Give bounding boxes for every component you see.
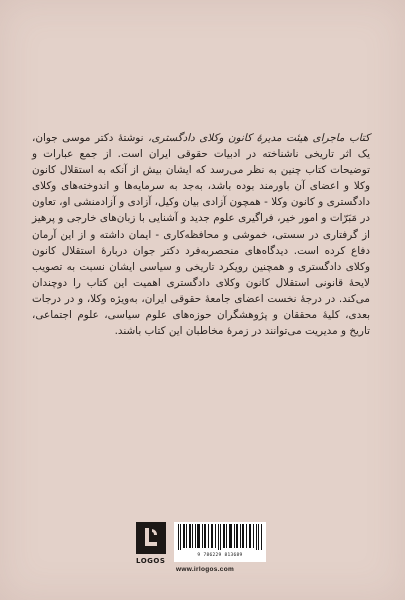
isbn-barcode	[174, 522, 266, 562]
back-cover-blurb	[32, 130, 370, 339]
publisher-website: www.irlogos.com	[176, 566, 235, 573]
publisher-logo-icon	[136, 522, 166, 554]
blurb-book-title: کتاب ماجرای هیئت مدیرهٔ کانون وکلای دادگستری،	[148, 132, 370, 144]
barcode-bars	[174, 522, 266, 552]
blurb-text: نوشتهٔ دکتر موسی جوان، یک اثر تاریخی ناشناخته در ادبیات حقوقی ایران است. از جمع عبارات و توضیحات کتاب چنین به نظر می‌رسد که ایشان بیش از آنکه به استقلال کانون وکلا و اعضای آن باورمند بوده باشد، به‌جد به سرمایه‌ها و اندوخته‌های وکلای دادگستری و کانون وکلا - همچون آزادی بیان وکیل، آزادی و آزادمنشی او، تعاون در مَبَرّات و امور خیر، فراگیری علوم جدید و آشنایی با زبان‌های خارجی و پرهیز از گرفتاری در سستی، خموشی و محافظه‌کاری - ایمان داشته و از این آرمان دفاع کرده است. دیدگاه‌های منحصربه‌فرد دکتر جوان دربارهٔ استقلال کانون وکلای دادگستری و همچنین رویکرد تاریخی و سیاسی ایشان نسبت به تصویب لایحهٔ قانونی استقلال کانون وکلای دادگستری اهمیت این کتاب را دوچندان می‌کند. در درجهٔ نخست اعضای جامعهٔ حقوقی ایران، به‌ویژه وکلا، و در درجات بعدی، کلیهٔ محققان و پژوهشگران حوزه‌های علوم سیاسی، علوم اجتماعی، تاریخ و مدیریت می‌توانند در زمرهٔ مخاطبان این کتاب باشند.	[32, 132, 370, 338]
publisher-info	[136, 522, 268, 578]
isbn-number: 9 786229 813689	[197, 553, 243, 558]
publisher-logo-text: LOGOS	[136, 557, 166, 565]
